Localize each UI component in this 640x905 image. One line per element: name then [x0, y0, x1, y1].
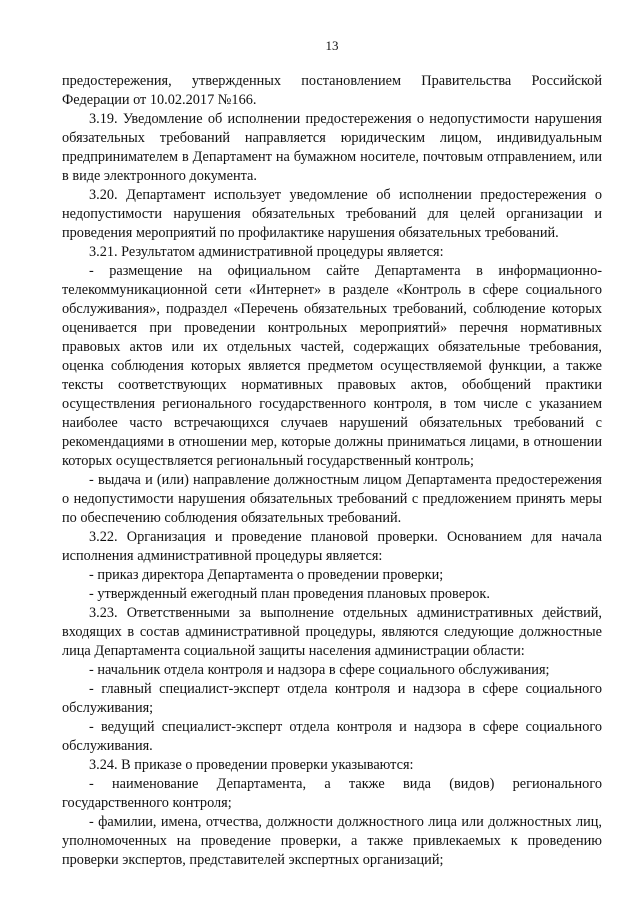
paragraph-3-19: 3.19. Уведомление об исполнении предостережения о недопустимости нарушения обязательных требований направляется юридическим лицом, индивидуальным предпринимателем в Департамент на бумажном носителе, почтовым отправлением, или в виде электронного документа.: [62, 111, 602, 184]
paragraph-3-21: 3.21. Результатом административной процедуры является:: [89, 244, 444, 260]
document-body: [62, 72, 602, 870]
list-item: - главный специалист-эксперт отдела контроля и надзора в сфере социального обслуживания;: [62, 681, 602, 716]
paragraph-3-22: 3.22. Организация и проведение плановой проверки. Основанием для начала исполнения административной процедуры является:: [62, 529, 602, 564]
list-item: - выдача и (или) направление должностным лицом Департамента предостережения о недопустимости нарушения обязательных требований с предложением принять меры по обеспечению соблюдения обязательных требований.: [62, 472, 602, 526]
page-number: 13: [325, 38, 339, 53]
paragraph-3-20: 3.20. Департамент использует уведомление об исполнении предостережения о недопустимости нарушения обязательных требований для целей организации и проведения мероприятий по профилактике нарушения обязательных требований.: [62, 187, 602, 241]
paragraph-3-24: 3.24. В приказе о проведении проверки указываются:: [89, 757, 414, 773]
list-item: - ведущий специалист-эксперт отдела контроля и надзора в сфере социального обслуживания.: [62, 719, 602, 754]
list-item: - утвержденный ежегодный план проведения плановых проверок.: [89, 586, 490, 602]
list-item: - приказ директора Департамента о проведении проверки;: [89, 567, 444, 583]
paragraph-3-23: 3.23. Ответственными за выполнение отдельных административных действий, входящих в состав административной процедуры, являются следующие должностные лица Департамента социальной защиты населения администрации области:: [62, 605, 602, 659]
list-item: - начальник отдела контроля и надзора в сфере социального обслуживания;: [89, 662, 550, 678]
list-item: - наименование Департамента, а также вида (видов) регионального государственного контроля;: [62, 776, 602, 811]
list-item: - фамилии, имена, отчества, должности должностного лица или должностных лиц, уполномоченных на проведение проверки, а также привлекаемых к проведению проверки экспертов, представителей экспертных организаций;: [62, 814, 602, 868]
list-item: - размещение на официальном сайте Департамента в информационно-телекоммуникационной сети «Интернет» в разделе «Контроль в сфере социального обслуживания», подраздел «Перечень обязательных требований, соблюдение которых оценивается при проведении контрольных мероприятий» перечня нормативных правовых актов или их отдельных частей, содержащих обязательные требования, оценка соблюдения которых является предметом осуществляемой функции, а также тексты соответствующих нормативных правовых актов, обобщений практики осуществления регионального государственного контроля, в том числе с указанием наиболее часто встречающихся случаев нарушений обязательных требований с рекомендациями в отношении мер, которые должны приниматься лицами, в отношении которых осуществляется региональный государственный контроль;: [62, 263, 602, 469]
paragraph-continuation: предостережения, утвержденных постановлением Правительства Российской Федерации от 10.02.2017 №166.: [62, 73, 602, 108]
